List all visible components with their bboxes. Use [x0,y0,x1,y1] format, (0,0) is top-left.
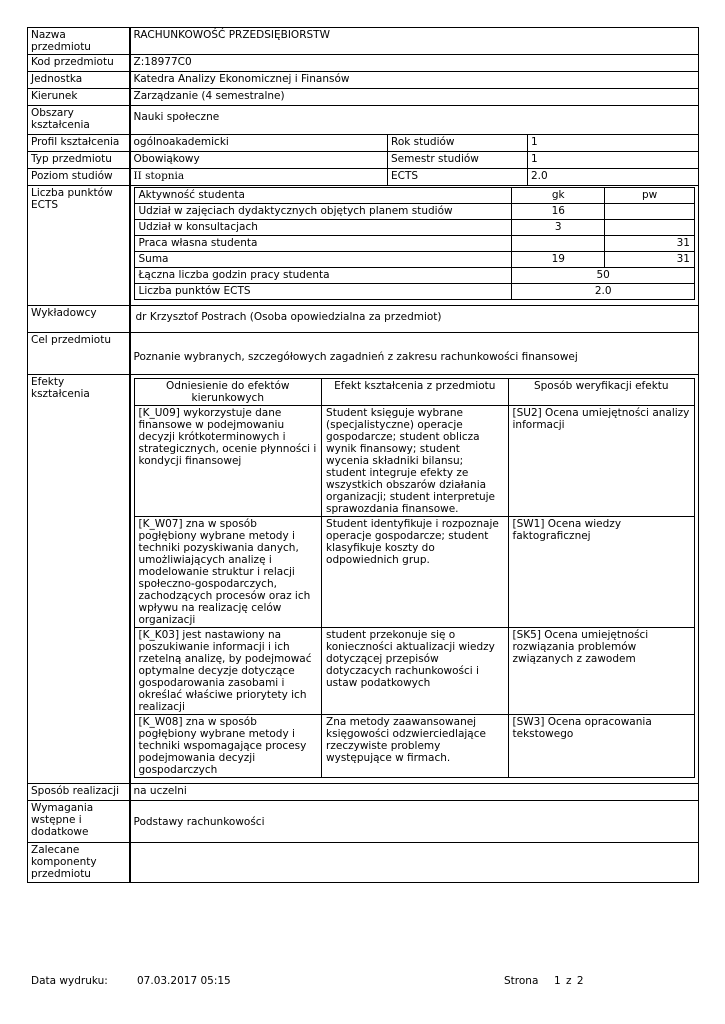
ects-pw [605,220,695,236]
row-typ [28,152,699,169]
efekty-header-row [134,379,695,406]
row-wykladowcy [28,306,699,333]
syllabus-table [27,27,699,883]
value-ects: 2.0 [528,169,699,186]
ects-total-hours-value: 50 [512,268,695,284]
row-nazwa [28,28,699,55]
row-jednostka [28,72,699,89]
label-cel: Cel przedmiotu [28,333,130,375]
value-nazwa: RACHUNKOWOŚĆ PRZEDSIĘBIORSTW [130,28,699,55]
value-wykladowcy: dr Krzysztof Postrach (Osoba opowiedzialna za przedmiot) [130,306,699,333]
ects-total-points-row [134,284,695,300]
value-rok: 1 [528,135,699,152]
label-nazwa: Nazwa przedmiotu [28,28,130,55]
ects-pw: 31 [605,252,695,268]
row-kierunek [28,89,699,106]
ects-total-points-value: 2.0 [512,284,695,300]
ects-row [134,252,695,268]
ects-gk: 16 [512,204,605,220]
ects-pw [605,204,695,220]
efekty-effect: Student księguje wybrane (specjalistyczne) operacje gospodarcze; student oblicza wynik finansowy; student wycenia składniki bilansu; student integruje efekty ze wszystkich obszarów działania organizacji; student interpretuje sprawozdania finansowe. [322,406,508,517]
efekty-header-method: Sposób weryfikacji efektu [508,379,695,406]
ects-row [134,220,695,236]
row-cel [28,333,699,375]
row-wymagania [28,801,699,843]
row-obszary [28,106,699,135]
efekty-row [134,517,695,628]
efekty-header-effect: Efekt kształcenia z przedmiotu [322,379,508,406]
ects-gk: 3 [512,220,605,236]
print-date-label: Data wydruku: [31,975,108,987]
row-efekty [28,375,699,784]
ects-pw: 31 [605,236,695,252]
efekty-row [134,715,695,778]
value-kierunek: Zarządzanie (4 semestralne) [130,89,699,106]
value-poziom: II stopnia [130,169,388,186]
value-profil: ogólnoakademicki [130,135,388,152]
row-poziom [28,169,699,186]
row-sposob [28,784,699,801]
ects-gk: 19 [512,252,605,268]
label-kierunek: Kierunek [28,89,130,106]
value-obszary: Nauki społeczne [130,106,699,135]
value-sposob: na uczelni [130,784,699,801]
ects-gk [512,236,605,252]
label-obszary: Obszary kształcenia [28,106,130,135]
row-kod [28,55,699,72]
ects-activity: Praca własna studenta [134,236,512,252]
page-number: 1 z 2 [554,975,584,987]
efekty-table [134,378,696,778]
row-profil [28,135,699,152]
value-wymagania: Podstawy rachunkowości [130,801,699,843]
page-label: Strona [504,975,539,987]
value-kod: Z:18977C0 [130,55,699,72]
ects-header-activity: Aktywność studenta [134,188,512,204]
label-rok: Rok studiów [388,135,528,152]
print-date: 07.03.2017 05:15 [137,975,231,987]
efekty-effect: Student identyfikuje i rozpoznaje operacje gospodarcze; student klasyfikuje koszty do odpowiednich grup. [322,517,508,628]
ects-header-row [134,188,695,204]
label-profil: Profil kształcenia [28,135,130,152]
ects-row [134,204,695,220]
efekty-method: [SW1] Ocena wiedzy faktograficznej [508,517,695,628]
label-kod: Kod przedmiotu [28,55,130,72]
ects-activity: Udział w zajęciach dydaktycznych objętych planem studiów [134,204,512,220]
ects-activity: Udział w konsultacjach [134,220,512,236]
efekty-method: [SK5] Ocena umiejętności rozwiązania problemów związanych z zawodem [508,628,695,715]
efekty-row [134,628,695,715]
label-sposob: Sposób realizacji [28,784,130,801]
ects-total-hours-label: Łączna liczba godzin pracy studenta [134,268,512,284]
ects-row [134,236,695,252]
ects-table [134,187,696,300]
efekty-effect: student przekonuje się o konieczności aktualizacji wiedzy dotyczącej przepisów dotyczacych rachunkowości i ustaw podatkowych [322,628,508,715]
label-ects: ECTS [388,169,528,186]
label-jednostka: Jednostka [28,72,130,89]
ects-total-hours-row [134,268,695,284]
value-typ: Obowiąkowy [130,152,388,169]
efekty-ref: [K_W08] zna w sposób pogłębiony wybrane metody i techniki wspomagające procesy podejmowania decyzji gospodarczych [134,715,322,778]
efekty-method: [SW3] Ocena opracowania tekstowego [508,715,695,778]
value-jednostka: Katedra Analizy Ekonomicznej i Finansów [130,72,699,89]
label-liczba-ects: Liczba punktów ECTS [28,186,130,306]
efekty-header-ref: Odniesienie do efektów kierunkowych [134,379,322,406]
efekty-effect: Zna metody zaawansowanej księgowości odzwierciedlające rzeczywiste problemy występujące w firmach. [322,715,508,778]
label-semestr: Semestr studiów [388,152,528,169]
ects-total-points-label: Liczba punktów ECTS [134,284,512,300]
label-wymagania: Wymagania wstępne i dodatkowe [28,801,130,843]
label-zalecane: Zalecane komponenty przedmiotu [28,843,130,883]
label-efekty: Efekty kształcenia [28,375,130,784]
efekty-method: [SU2] Ocena umiejętności analizy informacji [508,406,695,517]
label-poziom: Poziom studiów [28,169,130,186]
efekty-ref: [K_K03] jest nastawiony na poszukiwanie informacji i ich rzetelną analizę, by podejmować optymalne decyzje dotyczące gospodarowania zasobami i określać właściwe priorytety ich realizacji [134,628,322,715]
efekty-row [134,406,695,517]
row-ects-breakdown [28,186,699,306]
efekty-ref: [K_W07] zna w sposób pogłębiony wybrane metody i techniki pozyskiwania danych, umożliwiających analizę i modelowanie struktur i relacji społeczno-gospodarczych, zachodzących procesów oraz ich wpływu na realizację celów organizacji [134,517,322,628]
value-zalecane [130,843,699,883]
ects-activity: Suma [134,252,512,268]
ects-header-gk: gk [512,188,605,204]
ects-header-pw: pw [605,188,695,204]
value-cel: Poznanie wybranych, szczegółowych zagadnień z zakresu rachunkowości finansowej [130,333,699,375]
row-zalecane [28,843,699,883]
label-wykladowcy: Wykładowcy [28,306,130,333]
label-typ: Typ przedmiotu [28,152,130,169]
value-semestr: 1 [528,152,699,169]
efekty-ref: [K_U09] wykorzystuje dane finansowe w podejmowaniu decyzji krótkoterminowych i strategicznych, ocenie płynności i kondycji finansowej [134,406,322,517]
